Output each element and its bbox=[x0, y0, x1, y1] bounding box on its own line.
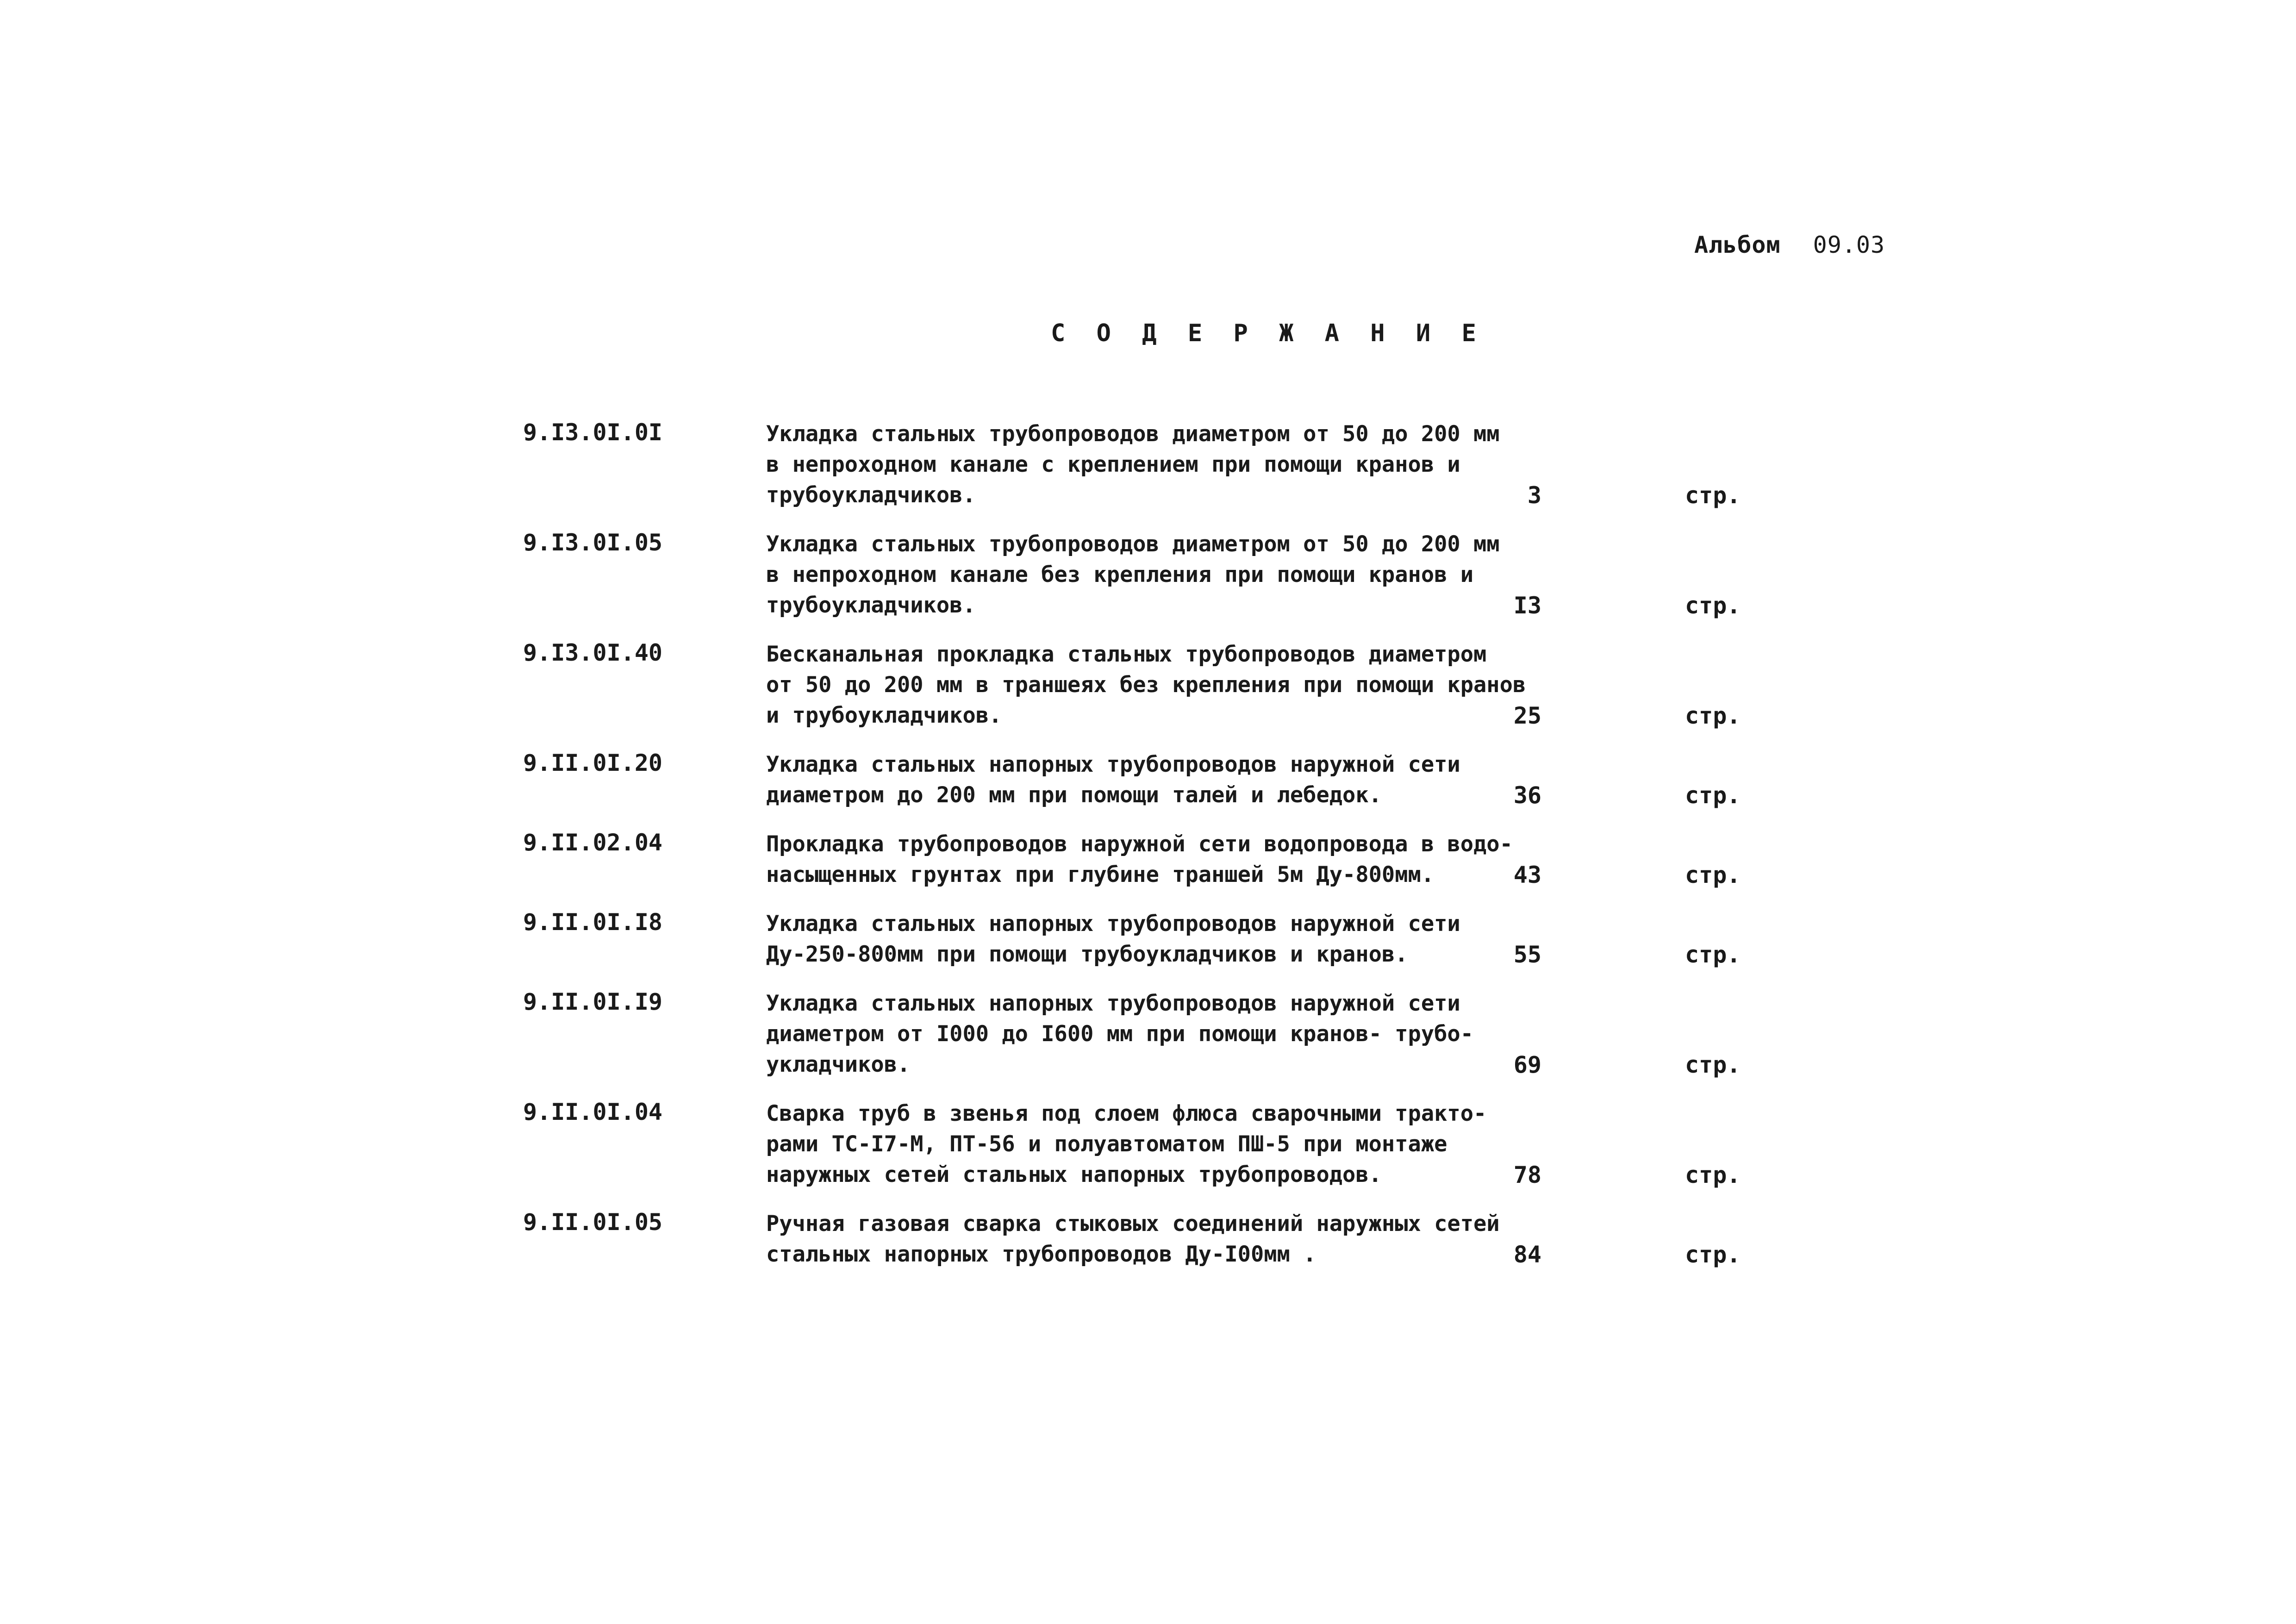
description-line: трубоукладчиков. bbox=[766, 482, 976, 508]
toc-entry-page: 84 bbox=[1513, 1241, 1541, 1268]
toc-entry-page: 3 bbox=[1527, 482, 1541, 509]
table-of-contents bbox=[523, 419, 1773, 1288]
description-line: Укладка стальных напорных трубопроводов наружной сети bbox=[766, 752, 1460, 777]
toc-entry-page-unit: стр. bbox=[1685, 782, 1741, 809]
description-line: и трубоукладчиков. bbox=[766, 703, 1002, 728]
toc-entry-description bbox=[766, 419, 1599, 511]
toc-entry-page: 78 bbox=[1513, 1162, 1541, 1188]
description-line: Укладка стальных трубопроводов диаметром от 50 до 200 мм bbox=[766, 421, 1500, 447]
toc-entry-code: 9.II.0I.20 bbox=[523, 750, 663, 776]
toc-entry-code: 9.I3.0I.0I bbox=[523, 419, 663, 446]
toc-entry-description bbox=[766, 909, 1599, 970]
toc-entry-page-unit: стр. bbox=[1685, 941, 1741, 968]
description-line: Укладка стальных напорных трубопроводов наружной сети bbox=[766, 991, 1460, 1016]
toc-entry-page: 43 bbox=[1513, 862, 1541, 888]
toc-entry-page-unit: стр. bbox=[1685, 1051, 1741, 1078]
description-line: Ду-250-800мм при помощи трубоукладчиков и кранов. bbox=[766, 942, 1408, 967]
description-line: стальных напорных трубопроводов Ду-I00мм . bbox=[766, 1242, 1316, 1267]
toc-entry-page: 25 bbox=[1513, 702, 1541, 729]
description-line: Бесканальная прокладка стальных трубопроводов диаметром bbox=[766, 642, 1487, 667]
page-title: С О Д Е Р Ж А Н И Е bbox=[1051, 319, 1485, 347]
toc-entry-description bbox=[766, 529, 1599, 621]
toc-entry bbox=[523, 419, 1773, 511]
toc-entry-code: 9.II.0I.05 bbox=[523, 1209, 663, 1236]
toc-entry bbox=[523, 750, 1773, 811]
description-line: рами ТС-I7-М, ПТ-56 и полуавтоматом ПШ-5 при монтаже bbox=[766, 1131, 1447, 1157]
toc-entry-code: 9.II.02.04 bbox=[523, 829, 663, 856]
toc-entry-description bbox=[766, 988, 1599, 1080]
toc-entry-description bbox=[766, 1099, 1599, 1190]
description-line: в непроходном канале без крепления при помощи кранов и bbox=[766, 562, 1474, 587]
description-line: Ручная газовая сварка стыковых соединений наружных сетей bbox=[766, 1211, 1500, 1237]
toc-entry-page: 36 bbox=[1513, 782, 1541, 809]
description-line: Укладка стальных трубопроводов диаметром от 50 до 200 мм bbox=[766, 531, 1500, 557]
description-line: Сварка труб в звенья под слоем флюса сварочными тракто- bbox=[766, 1101, 1487, 1126]
toc-entry-page-unit: стр. bbox=[1685, 482, 1741, 509]
description-line: в непроходном канале с креплением при помощи кранов и bbox=[766, 452, 1460, 477]
toc-entry-code: 9.I3.0I.40 bbox=[523, 639, 663, 666]
toc-entry bbox=[523, 529, 1773, 621]
toc-entry bbox=[523, 639, 1773, 731]
toc-entry-description bbox=[766, 639, 1599, 731]
description-line: трубоукладчиков. bbox=[766, 593, 976, 618]
toc-entry bbox=[523, 1209, 1773, 1270]
album-number: 09.03 bbox=[1813, 231, 1885, 258]
toc-entry-page: 55 bbox=[1513, 941, 1541, 968]
toc-entry-page-unit: стр. bbox=[1685, 862, 1741, 888]
toc-entry-page: I3 bbox=[1513, 592, 1541, 619]
toc-entry-description bbox=[766, 750, 1599, 811]
toc-entry bbox=[523, 829, 1773, 890]
toc-entry-description bbox=[766, 1209, 1599, 1270]
description-line: насыщенных грунтах при глубине траншей 5м Ду-800мм. bbox=[766, 862, 1435, 887]
toc-entry-page-unit: стр. bbox=[1685, 702, 1741, 729]
toc-entry-description bbox=[766, 829, 1599, 890]
description-line: диаметром до 200 мм при помощи талей и лебедок. bbox=[766, 782, 1382, 808]
toc-entry-code: 9.II.0I.I8 bbox=[523, 909, 663, 936]
toc-entry-code: 9.II.0I.04 bbox=[523, 1099, 663, 1125]
description-line: от 50 до 200 мм в траншеях без крепления при помощи кранов bbox=[766, 672, 1526, 698]
toc-entry bbox=[523, 988, 1773, 1080]
toc-entry-code: 9.II.0I.I9 bbox=[523, 988, 663, 1015]
description-line: наружных сетей стальных напорных трубопроводов. bbox=[766, 1162, 1382, 1187]
album-header bbox=[1694, 231, 1885, 258]
description-line: Укладка стальных напорных трубопроводов наружной сети bbox=[766, 911, 1460, 937]
toc-entry bbox=[523, 909, 1773, 970]
toc-entry-page: 69 bbox=[1513, 1051, 1541, 1078]
description-line: укладчиков. bbox=[766, 1052, 911, 1077]
toc-entry-page-unit: стр. bbox=[1685, 1241, 1741, 1268]
album-label: Альбом bbox=[1694, 231, 1781, 258]
toc-entry-code: 9.I3.0I.05 bbox=[523, 529, 663, 556]
toc-entry-page-unit: стр. bbox=[1685, 592, 1741, 619]
description-line: Прокладка трубопроводов наружной сети водопровода в водо- bbox=[766, 831, 1513, 857]
toc-entry bbox=[523, 1099, 1773, 1190]
description-line: диаметром от I000 до I600 мм при помощи кранов- трубо- bbox=[766, 1021, 1474, 1047]
toc-entry-page-unit: стр. bbox=[1685, 1162, 1741, 1188]
